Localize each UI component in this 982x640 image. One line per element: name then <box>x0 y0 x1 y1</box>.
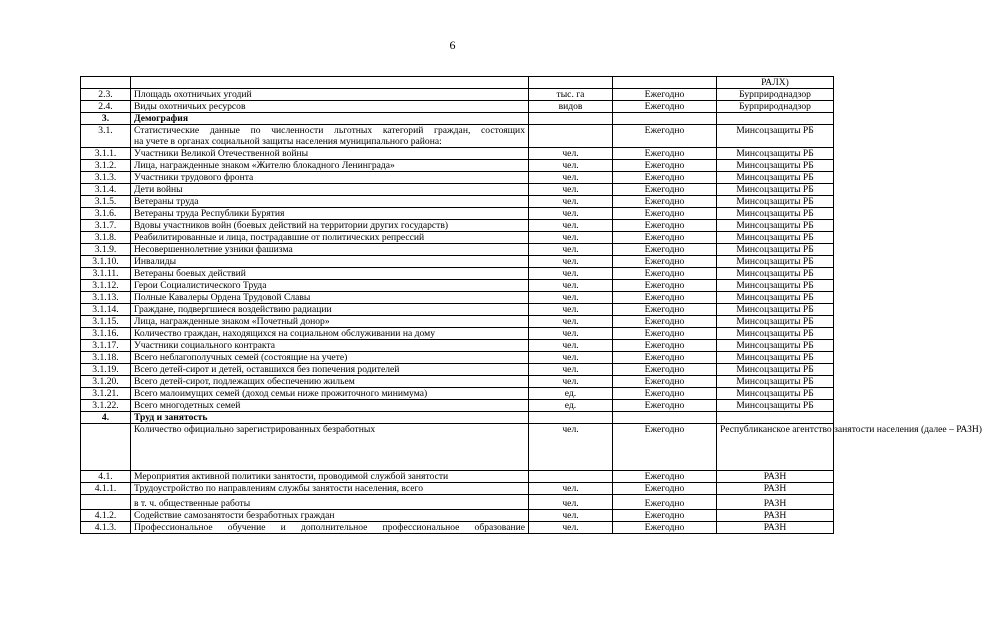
row-unit: чел. <box>529 424 613 471</box>
row-period <box>613 77 717 89</box>
table-row <box>81 388 834 400</box>
row-indicator: Всего многодетных семей <box>131 400 529 412</box>
row-source: Минсоцзащиты РБ <box>717 160 834 172</box>
row-number: 3.1.14. <box>81 304 131 316</box>
row-indicator: Граждане, подвергшиеся воздействию радиации <box>131 304 529 316</box>
row-number: 3.1.20. <box>81 376 131 388</box>
row-source: Минсоцзащиты РБ <box>717 292 834 304</box>
row-source <box>717 113 834 125</box>
row-unit: чел. <box>529 184 613 196</box>
row-period: Ежегодно <box>613 196 717 208</box>
row-number: 2.3. <box>81 89 131 101</box>
table-row <box>81 483 834 495</box>
table-row <box>81 160 834 172</box>
section-number: 4. <box>81 412 131 424</box>
section-row-labor <box>81 412 834 424</box>
row-period: Ежегодно <box>613 352 717 364</box>
row-source: Минсоцзащиты РБ <box>717 364 834 376</box>
row-unit: тыс. га <box>529 89 613 101</box>
row-period: Ежегодно <box>613 220 717 232</box>
table-row <box>81 89 834 101</box>
row-source: Бурприроднадзор <box>717 101 834 113</box>
row-period: Ежегодно <box>613 256 717 268</box>
row-indicator: Виды охотничьих ресурсов <box>131 101 529 113</box>
row-period: Ежегодно <box>613 424 717 471</box>
row-number: 3.1.15. <box>81 316 131 328</box>
row-unit <box>529 471 613 483</box>
row-number: 3.1.19. <box>81 364 131 376</box>
row-indicator <box>131 77 529 89</box>
table-row <box>81 424 834 471</box>
row-indicator: Мероприятия активной политики занятости, проводимой службой занятости <box>131 471 529 483</box>
row-period: Ежегодно <box>613 364 717 376</box>
row-unit: чел. <box>529 220 613 232</box>
page-number: 6 <box>449 38 456 52</box>
row-indicator: Ветераны труда <box>131 196 529 208</box>
row-number: 3.1.11. <box>81 268 131 280</box>
row-period: Ежегодно <box>613 208 717 220</box>
row-period: Ежегодно <box>613 101 717 113</box>
table-row <box>81 292 834 304</box>
row-source: Минсоцзащиты РБ <box>717 316 834 328</box>
row-indicator: Участники Великой Отечественной войны <box>131 148 529 160</box>
row-indicator: Ветераны труда Республики Бурятия <box>131 208 529 220</box>
row-source: Минсоцзащиты РБ <box>717 388 834 400</box>
row-number: 3.1.1. <box>81 148 131 160</box>
table-row <box>81 328 834 340</box>
row-unit: чел. <box>529 196 613 208</box>
row-indicator: Герои Социалистического Труда <box>131 280 529 292</box>
row-source: Минсоцзащиты РБ <box>717 400 834 412</box>
row-unit: чел. <box>529 160 613 172</box>
row-period: Ежегодно <box>613 522 717 534</box>
row-unit: видов <box>529 101 613 113</box>
row-unit: чел. <box>529 256 613 268</box>
row-period: Ежегодно <box>613 232 717 244</box>
row-indicator: Вдовы участников войн (боевых действий на территории других государств) <box>131 220 529 232</box>
row-indicator: Лица, награжденные знаком «Жителю блокадного Ленинграда» <box>131 160 529 172</box>
row-indicator: в т. ч. общественные работы <box>131 495 529 510</box>
row-unit: чел. <box>529 495 613 510</box>
row-unit: чел. <box>529 208 613 220</box>
row-period: Ежегодно <box>613 483 717 495</box>
row-source: Минсоцзащиты РБ <box>717 148 834 160</box>
row-unit: чел. <box>529 510 613 522</box>
row-indicator: Лица, награжденные знаком «Почетный донор» <box>131 316 529 328</box>
table-row <box>81 522 834 534</box>
row-period: Ежегодно <box>613 510 717 522</box>
row-indicator: Всего малоимущих семей (доход семьи ниже прожиточного минимума) <box>131 388 529 400</box>
row-number <box>81 424 131 471</box>
row-number: 4.1.1. <box>81 483 131 495</box>
row-number <box>81 495 131 510</box>
row-source: Минсоцзащиты РБ <box>717 280 834 292</box>
row-indicator: Всего детей-сирот, подлежащих обеспечению жильем <box>131 376 529 388</box>
table-row <box>81 208 834 220</box>
row-source: Минсоцзащиты РБ <box>717 125 834 148</box>
row-number: 3.1.9. <box>81 244 131 256</box>
row-source: Минсоцзащиты РБ <box>717 208 834 220</box>
row-source <box>717 412 834 424</box>
row-number: 4.1.3. <box>81 522 131 534</box>
row-unit: чел. <box>529 292 613 304</box>
table-row <box>81 364 834 376</box>
row-period: Ежегодно <box>613 400 717 412</box>
row-period: Ежегодно <box>613 495 717 510</box>
row-source: Минсоцзащиты РБ <box>717 352 834 364</box>
row-indicator: Всего неблагополучных семей (состоящие на учете) <box>131 352 529 364</box>
table-row <box>81 268 834 280</box>
row-indicator: Количество граждан, находящихся на социальном обслуживании на дому <box>131 328 529 340</box>
row-source: Минсоцзащиты РБ <box>717 376 834 388</box>
row-unit: чел. <box>529 352 613 364</box>
row-number: 3.1.7. <box>81 220 131 232</box>
row-number: 3.1.10. <box>81 256 131 268</box>
row-indicator: Дети войны <box>131 184 529 196</box>
table-row <box>81 304 834 316</box>
row-unit: чел. <box>529 148 613 160</box>
table-row <box>81 184 834 196</box>
row-number: 3.1.22. <box>81 400 131 412</box>
row-unit: чел. <box>529 280 613 292</box>
row-source: Минсоцзащиты РБ <box>717 172 834 184</box>
row-number: 3.1. <box>81 125 131 148</box>
row-period: Ежегодно <box>613 376 717 388</box>
row-period: Ежегодно <box>613 148 717 160</box>
row-number: 3.1.5. <box>81 196 131 208</box>
section-title: Труд и занятость <box>131 412 529 424</box>
row-indicator-line: на учете в органах социальной защиты населения муниципального района: <box>134 136 442 147</box>
row-indicator: Количество официально зарегистрированных безработных <box>131 424 529 471</box>
row-source: Минсоцзащиты РБ <box>717 232 834 244</box>
row-period: Ежегодно <box>613 172 717 184</box>
row-unit: чел. <box>529 304 613 316</box>
row-indicator: Участники социального контракта <box>131 340 529 352</box>
row-unit <box>529 125 613 148</box>
row-source: Республиканское агентство занятости населения (далее – РАЗН) <box>717 424 834 471</box>
table-row <box>81 244 834 256</box>
row-source: РАЗН <box>717 522 834 534</box>
table-row <box>81 77 834 89</box>
row-unit <box>529 412 613 424</box>
table-row <box>81 256 834 268</box>
row-period: Ежегодно <box>613 268 717 280</box>
row-source: Минсоцзащиты РБ <box>717 304 834 316</box>
table-row <box>81 125 834 148</box>
row-period: Ежегодно <box>613 388 717 400</box>
row-unit <box>529 113 613 125</box>
row-source: Минсоцзащиты РБ <box>717 256 834 268</box>
row-number: 3.1.2. <box>81 160 131 172</box>
row-source: Минсоцзащиты РБ <box>717 220 834 232</box>
table-row <box>81 148 834 160</box>
row-number: 3.1.8. <box>81 232 131 244</box>
table-row <box>81 280 834 292</box>
section-number: 3. <box>81 113 131 125</box>
table-row <box>81 495 834 510</box>
row-indicator-line: Статистические данные по численности льготных категорий граждан, состоящих <box>134 125 525 136</box>
row-period: Ежегодно <box>613 340 717 352</box>
row-unit: чел. <box>529 244 613 256</box>
table-row <box>81 220 834 232</box>
section-row-demography <box>81 113 834 125</box>
row-period: Ежегодно <box>613 244 717 256</box>
row-indicator: Реабилитированные и лица, пострадавшие от политических репрессий <box>131 232 529 244</box>
row-unit <box>529 77 613 89</box>
table-row <box>81 316 834 328</box>
row-period: Ежегодно <box>613 89 717 101</box>
row-source: Минсоцзащиты РБ <box>717 328 834 340</box>
row-unit: чел. <box>529 483 613 495</box>
row-number: 2.4. <box>81 101 131 113</box>
row-unit: чел. <box>529 364 613 376</box>
table-row <box>81 340 834 352</box>
row-indicator: Несовершеннолетние узники фашизма <box>131 244 529 256</box>
row-period <box>613 412 717 424</box>
row-indicator: Всего детей-сирот и детей, оставшихся без попечения родителей <box>131 364 529 376</box>
row-number: 3.1.16. <box>81 328 131 340</box>
row-number: 3.1.3. <box>81 172 131 184</box>
row-source: Минсоцзащиты РБ <box>717 244 834 256</box>
row-unit: ед. <box>529 400 613 412</box>
row-number: 3.1.17. <box>81 340 131 352</box>
row-period <box>613 113 717 125</box>
row-number <box>81 77 131 89</box>
row-period: Ежегодно <box>613 471 717 483</box>
row-unit: чел. <box>529 268 613 280</box>
row-unit: чел. <box>529 232 613 244</box>
table-row <box>81 232 834 244</box>
row-number: 3.1.4. <box>81 184 131 196</box>
row-indicator: Ветераны боевых действий <box>131 268 529 280</box>
row-source: Минсоцзащиты РБ <box>717 340 834 352</box>
row-period: Ежегодно <box>613 304 717 316</box>
row-unit: чел. <box>529 328 613 340</box>
row-period: Ежегодно <box>613 280 717 292</box>
row-source: РАЗН <box>717 483 834 495</box>
row-number: 4.1. <box>81 471 131 483</box>
row-period: Ежегодно <box>613 125 717 148</box>
row-period: Ежегодно <box>613 292 717 304</box>
row-number: 3.1.12. <box>81 280 131 292</box>
row-unit: чел. <box>529 340 613 352</box>
row-indicator: Площадь охотничьих угодий <box>131 89 529 101</box>
row-source: Минсоцзащиты РБ <box>717 196 834 208</box>
table-row <box>81 510 834 522</box>
row-source: Бурприроднадзор <box>717 89 834 101</box>
table-row <box>81 400 834 412</box>
row-unit: чел. <box>529 172 613 184</box>
row-number: 3.1.21. <box>81 388 131 400</box>
row-source: РАЗН <box>717 471 834 483</box>
row-unit: чел. <box>529 376 613 388</box>
row-indicator: Участники трудового фронта <box>131 172 529 184</box>
row-source: Минсоцзащиты РБ <box>717 184 834 196</box>
row-unit: ед. <box>529 388 613 400</box>
table-row <box>81 471 834 483</box>
row-number: 3.1.13. <box>81 292 131 304</box>
table-row <box>81 172 834 184</box>
row-indicator: Трудоустройство по направлениям службы занятости населения, всего <box>131 483 529 495</box>
row-period: Ежегодно <box>613 316 717 328</box>
row-period: Ежегодно <box>613 160 717 172</box>
table-row <box>81 101 834 113</box>
row-unit: чел. <box>529 522 613 534</box>
row-indicator: Содействие самозанятости безработных граждан <box>131 510 529 522</box>
row-period: Ежегодно <box>613 184 717 196</box>
table-row <box>81 376 834 388</box>
row-source: Минсоцзащиты РБ <box>717 268 834 280</box>
row-indicator <box>131 125 529 148</box>
row-indicator: Полные Кавалеры Ордена Трудовой Славы <box>131 292 529 304</box>
row-number: 4.1.2. <box>81 510 131 522</box>
row-source: РАЗН <box>717 495 834 510</box>
row-number: 3.1.18. <box>81 352 131 364</box>
row-unit: чел. <box>529 316 613 328</box>
table-row <box>81 352 834 364</box>
row-source: РАЛХ) <box>717 77 834 89</box>
row-indicator: Инвалиды <box>131 256 529 268</box>
row-source: РАЗН <box>717 510 834 522</box>
row-period: Ежегодно <box>613 328 717 340</box>
row-indicator: Профессиональное обучение и дополнительное профессиональное образование <box>131 522 529 534</box>
section-title: Демография <box>131 113 529 125</box>
indicators-table <box>80 76 982 534</box>
row-number: 3.1.6. <box>81 208 131 220</box>
table-row <box>81 196 834 208</box>
